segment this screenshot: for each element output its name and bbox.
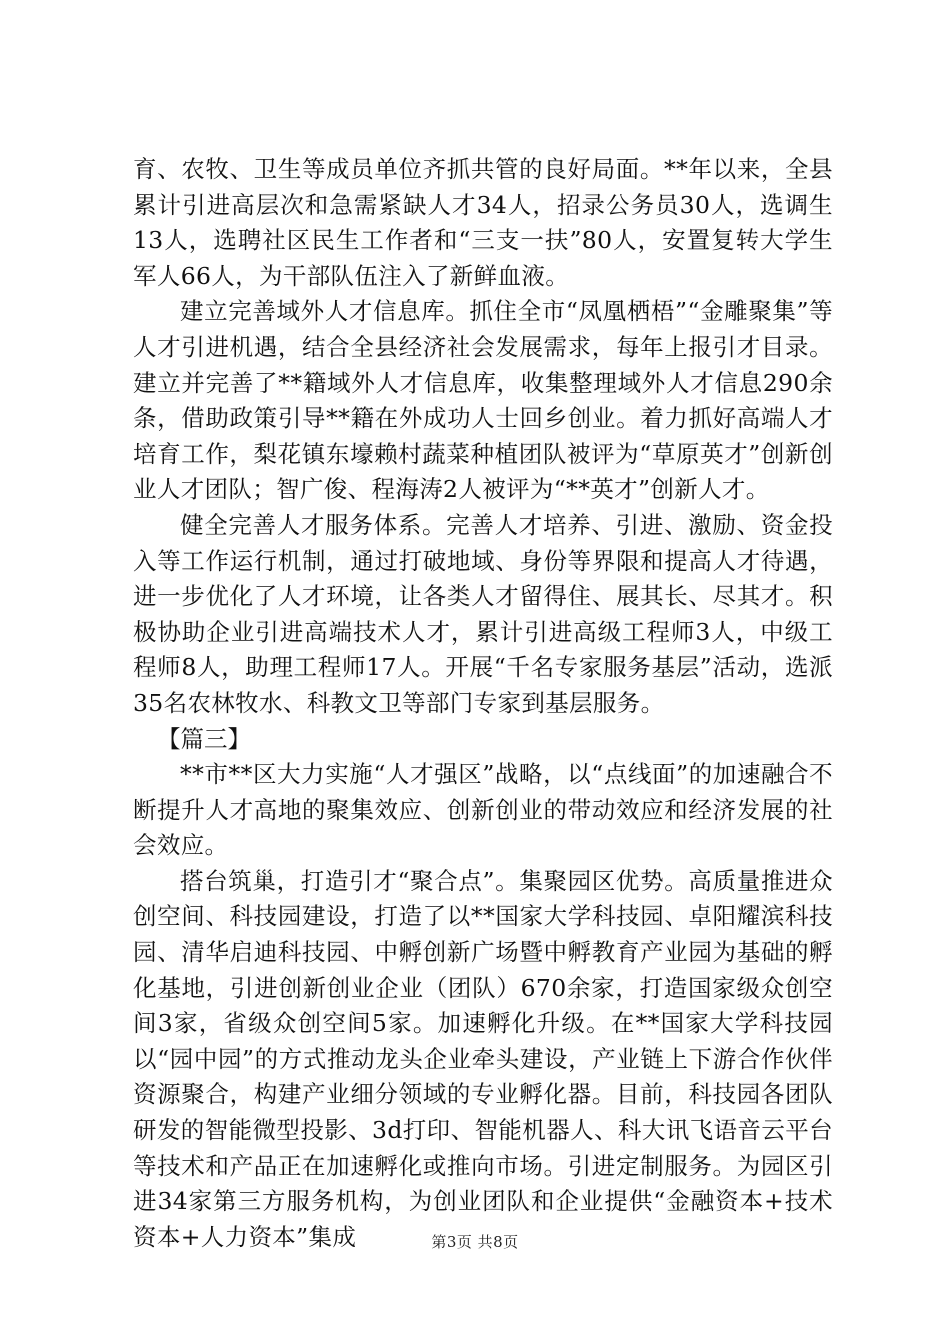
- paragraph-service-system: 健全完善人才服务体系。完善人才培养、引进、激励、资金投入等工作运行机制，通过打破地域、身份等界限和提高人才待遇，进一步优化了人才环境，让各类人才留得住、展其长、尽其才。积极协助企业引进高端技术人才，累计引进高级工程师3人，中级工程师8人，助理工程师17人。开展“千名专家服务基层”活动，选派35名农林牧水、科教文卫等部门专家到基层服务。: [133, 510, 833, 717]
- page-footer: 第3页 共8页: [431, 1233, 519, 1251]
- paragraph-talent-database: 建立完善域外人才信息库。抓住全市“凤凰栖梧”“金雕聚集”等人才引进机遇，结合全县经济社会发展需求，每年上报引才目录。建立并完善了**籍域外人才信息库，收集整理域外人才信息290余条，借助政策引导**籍在外成功人士回乡创业。着力抓好高端人才培育工作，梨花镇东壕赖村蔬菜种植团队被评为“草原英才”创新创业人才团队；智广俊、程海涛2人被评为“**英才”创新人才。: [133, 297, 833, 504]
- paragraph-talent-intake: 育、农牧、卫生等成员单位齐抓共管的良好局面。**年以来，全县累计引进高层次和急需紧缺人才34人，招录公务员30人，选调生13人，选聘社区民生工作者和“三支一扶”80人，安置复转大学生军人66人，为干部队伍注入了新鲜血液。: [133, 155, 833, 290]
- paragraph-section-intro: **市**区大力实施“人才强区”战略，以“点线面”的加速融合不断提升人才高地的聚集效应、创新创业的带动效应和经济发展的社会效应。: [133, 760, 833, 860]
- document-page: [133, 152, 833, 1255]
- paragraph-incubation-platform: 搭台筑巢，打造引才“聚合点”。集聚园区优势。高质量推进众创空间、科技园建设，打造了以**国家大学科技园、卓阳耀滨科技园、清华启迪科技园、中孵创新广场暨中孵教育产业园为基础的孵化基地，引进创新创业企业（团队）670余家，打造国家级众创空间3家，省级众创空间5家。加速孵化升级。在**国家大学科技园以“园中园”的方式推动龙头企业牵头建设，产业链上下游合作伙伴资源聚合，构建产业细分领域的专业孵化器。目前，科技园各团队研发的智能微型投影、3d打印、智能机器人、科大讯飞语音云平台等技术和产品正在加速孵化或推向市场。引进定制服务。为园区引进34家第三方服务机构，为创业团队和企业提供“金融资本+技术资本+人力资本”集成: [133, 866, 833, 1251]
- section-heading: 【篇三】: [157, 724, 251, 753]
